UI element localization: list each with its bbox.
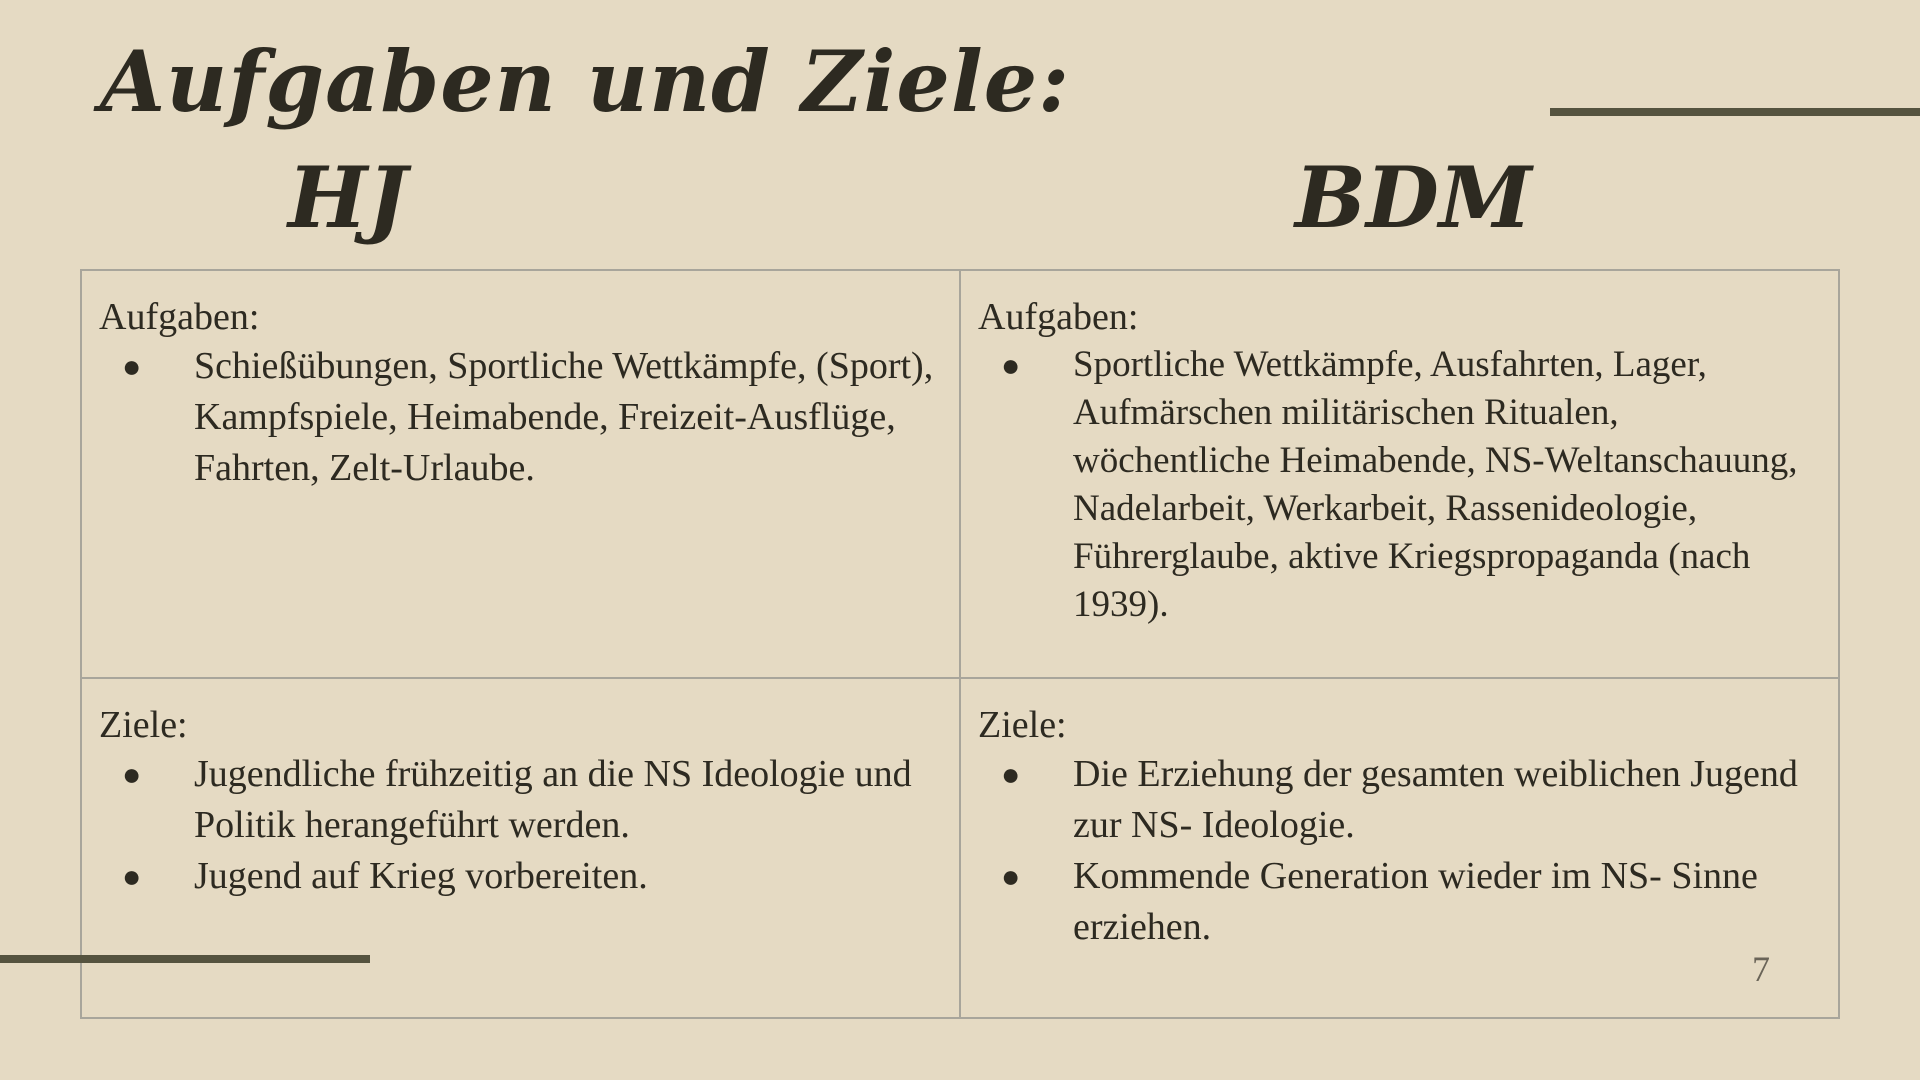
hj-goals-list [99,749,943,902]
comparison-table [80,269,1840,1019]
tasks-row [81,270,1839,678]
bdm-goals-label: Ziele: [978,704,1067,746]
hj-tasks-list [99,341,943,494]
bdm-goal-text: Kommende Generation wieder im NS- Sinne erziehen. [1073,855,1758,948]
decorative-line-bottom [0,955,370,963]
hj-task-text: Schießübungen, Sportliche Wettkämpfe, (Sport), Kampfspiele, Heimabende, Freizeit-Ausflüge, Fahrten, Zelt-Urlaube. [194,345,934,489]
bullet-icon: ● [1001,347,1021,383]
bullet-icon: ● [122,348,142,384]
bullet-icon: ● [122,858,142,894]
list-item [978,749,1822,851]
bdm-tasks-label: Aufgaben: [978,296,1139,338]
hj-goals-label: Ziele: [99,704,188,746]
list-item [978,851,1822,953]
bullet-icon: ● [1001,756,1021,792]
hj-tasks-cell [81,270,960,678]
list-item [99,749,943,851]
page-number: 7 [1752,949,1770,989]
bullet-icon: ● [1001,858,1021,894]
slide-title: Aufgaben und Ziele: [100,32,1071,131]
decorative-line-top [1550,108,1920,116]
bdm-goals-list [978,749,1822,953]
bdm-goals-cell [960,678,1839,1018]
list-item [99,851,943,902]
bdm-tasks-cell [960,270,1839,678]
hj-goals-cell [81,678,960,1018]
goals-row [81,678,1839,1018]
hj-heading: HJ [288,148,408,247]
bdm-goal-text: Die Erziehung der gesamten weiblichen Jugend zur NS- Ideologie. [1073,753,1798,846]
bdm-tasks-list [978,341,1822,629]
hj-goal-text: Jugendliche frühzeitig an die NS Ideologie und Politik herangeführt werden. [194,753,912,846]
list-item [978,341,1822,629]
bullet-icon: ● [122,756,142,792]
hj-tasks-label: Aufgaben: [99,296,260,338]
list-item [99,341,943,494]
bdm-task-text: Sportliche Wettkämpfe, Ausfahrten, Lager, Aufmärschen militärischen Ritualen, wöchentliche Heimabende, NS-Weltanschauung, Nadelarbeit, Werkarbeit, Rassenideologie, Führerglaube, aktive Kriegspropaganda (nach 1939). [1073,344,1798,625]
bdm-heading: BDM [1295,148,1532,247]
hj-goal-text: Jugend auf Krieg vorbereiten. [194,855,648,897]
